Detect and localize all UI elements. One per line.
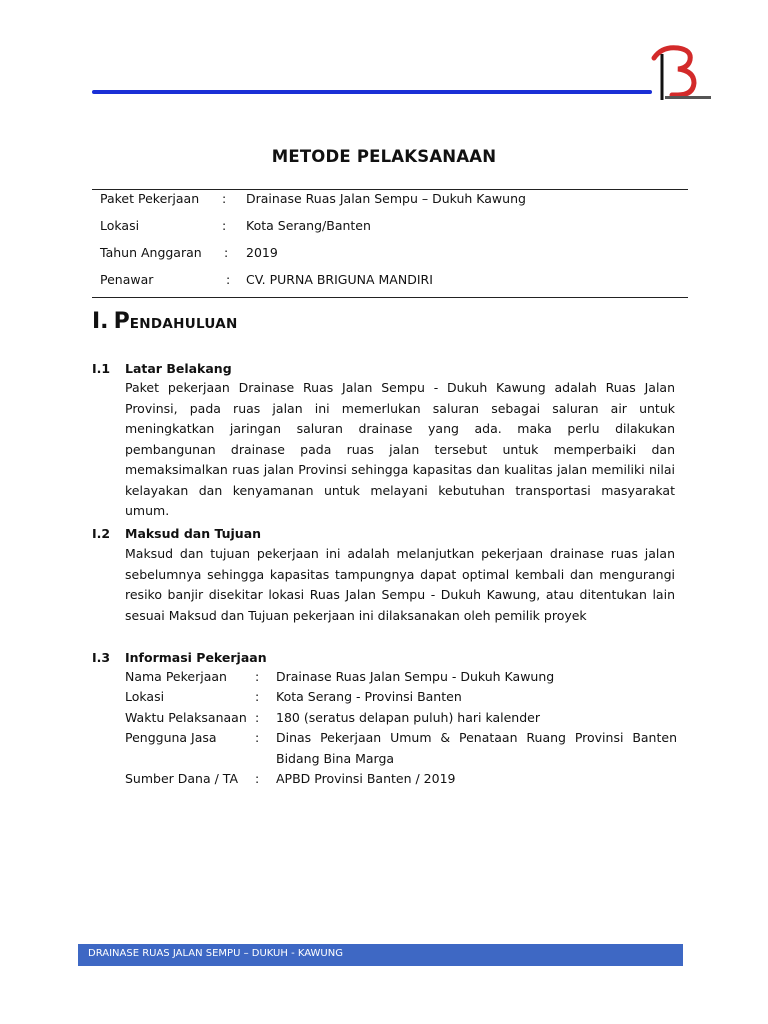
info-value: Kota Serang/Banten (246, 218, 371, 233)
kv-value: 180 (seratus delapan puluh) hari kalender (276, 710, 540, 725)
kv-separator: : (255, 710, 260, 725)
latar-belakang-paragraph: Paket pekerjaan Drainase Ruas Jalan Sempu - Dukuh Kawung adalah Ruas Jalan Provinsi, pada ruas jalan ini memerlukan saluran sebagai saluran air untuk meningkatkan jaringan saluran drainase yang ada. maka perlu dilakukan pembangunan drainase pada ruas jalan tersebut untuk memperbaiki dan memaksimalkan ruas jalan Provinsi sehingga kapasitas dan kualitas jalan memiliki nilai kelayakan dan kenyamanan untuk melayani kebutuhan transportasi masyarakat umum. (125, 380, 675, 518)
kv-label: Sumber Dana / TA (125, 771, 239, 786)
section-heading-rest: ENDAHULUAN (129, 316, 238, 332)
maksud-tujuan-paragraph: Maksud dan tujuan pekerjaan ini adalah melanjutkan pekerjaan drainase ruas jalan sebelumnya sehingga kapasitas tampungnya dapat optimal kembali dan mengurangi resiko banjir disekitar lokasi Ruas Jalan Sempu - Dukuh Kawung, atau ditentukan lain sesuai Maksud dan Tujuan pekerjaan ini dilaksanakan oleh pemilik proyek (125, 546, 675, 623)
kv-label: Lokasi (125, 689, 165, 704)
info-separator: : (224, 245, 229, 260)
kv-label: Pengguna Jasa (125, 730, 217, 745)
section-heading (92, 309, 238, 334)
subsection-title: Latar Belakang (125, 361, 232, 376)
section-heading-initial: P (113, 309, 130, 334)
kv-value: Dinas Pekerjaan Umum & Penataan Ruang Provinsi Banten Bidang Bina Marga (276, 730, 677, 766)
info-value: CV. PURNA BRIGUNA MANDIRI (246, 272, 433, 287)
subsection-number: I.1 (92, 361, 111, 376)
subsection-title: Maksud dan Tujuan (125, 526, 262, 541)
header-rule (92, 90, 652, 94)
info-separator: : (222, 191, 227, 206)
kv-separator: : (255, 771, 260, 786)
company-logo-icon (648, 40, 712, 102)
kv-value: Drainase Ruas Jalan Sempu - Dukuh Kawung (276, 669, 555, 684)
kv-separator: : (255, 669, 260, 684)
info-label: Lokasi (100, 218, 140, 233)
info-separator: : (222, 218, 227, 233)
kv-separator: : (255, 730, 260, 745)
subsection-title: Informasi Pekerjaan (125, 650, 267, 665)
info-label: Tahun Anggaran (100, 245, 202, 260)
subsection-number: I.3 (92, 650, 111, 665)
info-label: Paket Pekerjaan (100, 191, 200, 206)
table-bottom-rule (92, 297, 688, 298)
page-footer (78, 944, 683, 966)
kv-label: Waktu Pelaksanaan (125, 710, 247, 725)
kv-value: APBD Provinsi Banten / 2019 (276, 771, 456, 786)
kv-label: Nama Pekerjaan (125, 669, 227, 684)
info-separator: : (226, 272, 231, 287)
subsection-number: I.2 (92, 526, 111, 541)
footer-text: DRAINASE RUAS JALAN SEMPU – DUKUH - KAWUNG (88, 948, 343, 959)
info-label: Penawar (100, 272, 154, 287)
info-value: 2019 (246, 245, 278, 260)
document-title: METODE PELAKSANAAN (271, 147, 497, 166)
table-top-rule (92, 189, 688, 190)
kv-separator: : (255, 689, 260, 704)
kv-value: Kota Serang - Provinsi Banten (276, 689, 462, 704)
section-number: I. (92, 309, 109, 334)
info-value: Drainase Ruas Jalan Sempu – Dukuh Kawung (246, 191, 526, 206)
